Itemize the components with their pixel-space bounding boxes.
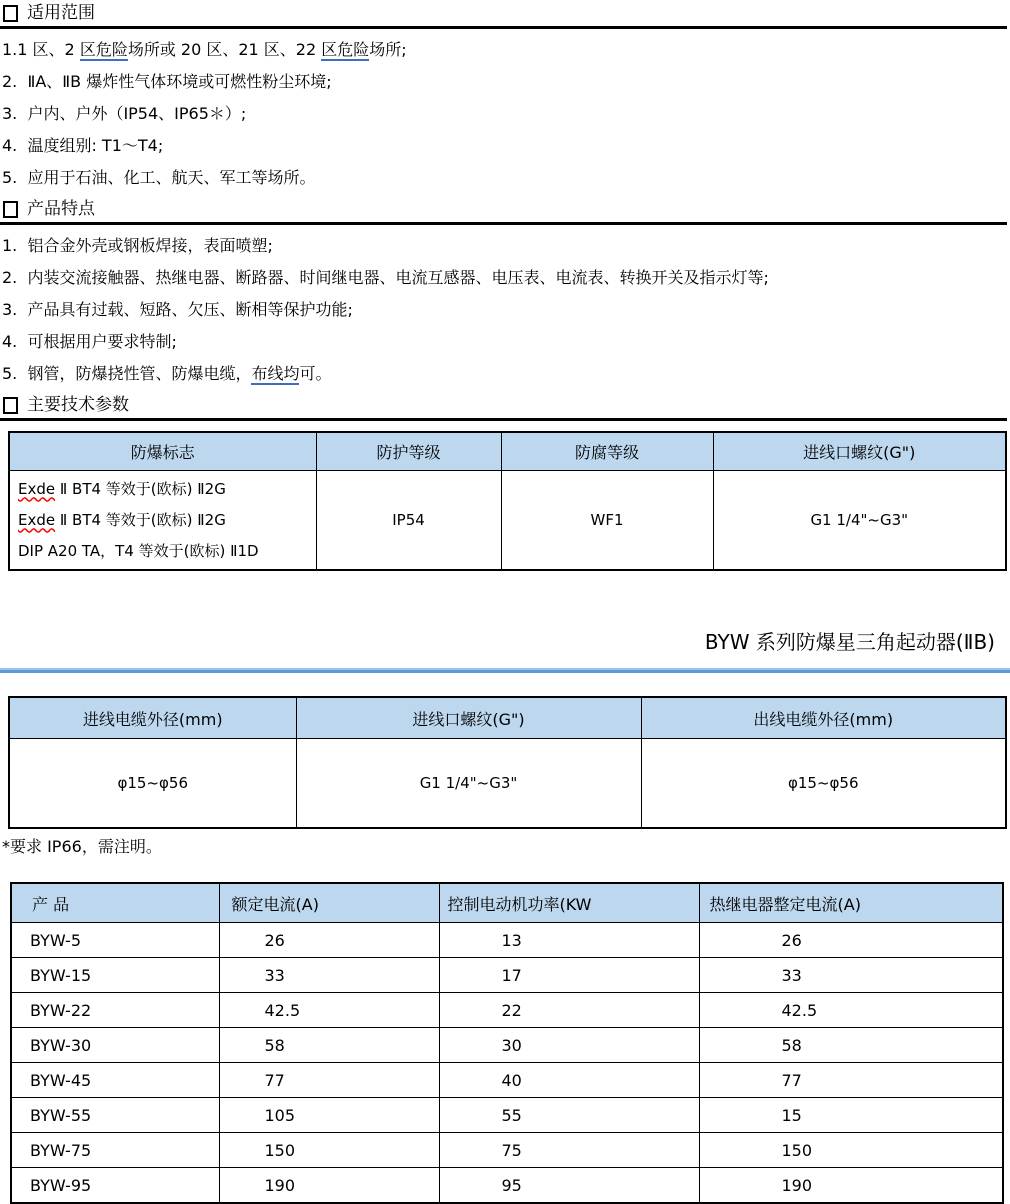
- column-header: 进线电缆外径(mm): [9, 697, 296, 739]
- series-title: BYW 系列防爆星三角起动器(ⅡB): [704, 630, 995, 654]
- technical-parameters-table: [8, 431, 1007, 571]
- table-header-row: [11, 883, 1003, 923]
- empty-square-bullet-icon: [3, 5, 18, 22]
- thread-cell: G1 1/4"~G3": [713, 471, 1006, 571]
- section-title: 产品特点: [27, 199, 95, 219]
- column-header: 出线电缆外径(mm): [641, 697, 1006, 739]
- column-header: 防腐等级: [501, 432, 713, 471]
- column-header: 进线口螺纹(G"): [296, 697, 641, 739]
- column-header: 控制电动机功率(KW: [439, 883, 699, 923]
- list-item: 1.1 区、2 区危险场所或 20 区、21 区、22 区危险场所;: [2, 40, 407, 59]
- column-header: 产 品: [11, 883, 219, 923]
- list-item: 2. ⅡA、ⅡB 爆炸性气体环境或可燃性粉尘环境;: [2, 72, 332, 91]
- footnote: *要求 IP66，需注明。: [2, 837, 162, 856]
- table-row: φ15~φ56 G1 1/4"~G3" φ15~φ56: [9, 739, 1006, 829]
- table-row: BYW-22 42.5 22 42.5: [11, 993, 1003, 1028]
- list-item: 1. 铝合金外壳或钢板焊接，表面喷塑;: [2, 236, 273, 255]
- list-item: 5. 应用于石油、化工、航天、军工等场所。: [2, 168, 316, 187]
- table-row: BYW-5 26 13 26: [11, 923, 1003, 958]
- column-header: 额定电流(A): [219, 883, 439, 923]
- section-title: 适用范围: [27, 3, 95, 23]
- section-title: 主要技术参数: [27, 395, 129, 415]
- accent-divider: [0, 668, 1010, 673]
- list-item: 4. 温度组别: T1～T4;: [2, 136, 164, 155]
- table-header-row: [9, 432, 1006, 471]
- list-item: 5. 钢管，防爆挠性管、防爆电缆，布线均可。: [2, 364, 332, 383]
- grammar-underlined-text: 布线均: [251, 364, 300, 383]
- empty-square-bullet-icon: [3, 397, 18, 414]
- features-list: [0, 225, 1010, 396]
- table-row: BYW-15 33 17 33: [11, 958, 1003, 993]
- table-row: BYW-30 58 30 58: [11, 1028, 1003, 1063]
- list-item: 3. 户内、户外（IP54、IP65＊）;: [2, 104, 247, 123]
- protection-grade-cell: IP54: [316, 471, 501, 571]
- column-header: 防护等级: [316, 432, 501, 471]
- table-row: BYW-45 77 40 77: [11, 1063, 1003, 1098]
- model-ratings-table: [10, 882, 1004, 1204]
- section-header-features: [0, 200, 1007, 225]
- section-header-tech-params: [0, 396, 1007, 421]
- column-header: 进线口螺纹(G"): [713, 432, 1006, 471]
- cable-diameter-table: [8, 696, 1007, 829]
- list-item: 3. 产品具有过载、短路、欠压、断相等保护功能;: [2, 300, 353, 319]
- column-header: 热继电器整定电流(A): [699, 883, 1003, 923]
- table-row: BYW-55 105 55 15: [11, 1098, 1003, 1133]
- spellcheck-underlined-text: Exde: [18, 479, 56, 498]
- list-item: 2. 内装交流接触器、热继电器、断路器、时间继电器、电流互感器、电压表、电流表、转换开关及指示灯等;: [2, 268, 769, 287]
- ex-mark-cell: Exde Ⅱ BT4 等效于(欧标) Ⅱ2G Exde Ⅱ BT4 等效于(欧标) Ⅱ2G DIP A20 TA，T4 等效于(欧标) Ⅱ1D: [9, 471, 316, 571]
- table-row: [9, 471, 1006, 571]
- table-row: BYW-95 190 95 190: [11, 1168, 1003, 1204]
- section-header-scope: [0, 4, 1007, 29]
- empty-square-bullet-icon: [3, 201, 18, 218]
- grammar-underlined-text: 区危险: [79, 40, 128, 59]
- corrosion-grade-cell: WF1: [501, 471, 713, 571]
- list-item: 4. 可根据用户要求特制;: [2, 332, 177, 351]
- spellcheck-underlined-text: Exde: [18, 510, 56, 529]
- grammar-underlined-text: 区危险: [321, 40, 370, 59]
- column-header: 防爆标志: [9, 432, 316, 471]
- scope-list: [0, 29, 1010, 200]
- table-row: BYW-75 150 75 150: [11, 1133, 1003, 1168]
- table-header-row: [9, 697, 1006, 739]
